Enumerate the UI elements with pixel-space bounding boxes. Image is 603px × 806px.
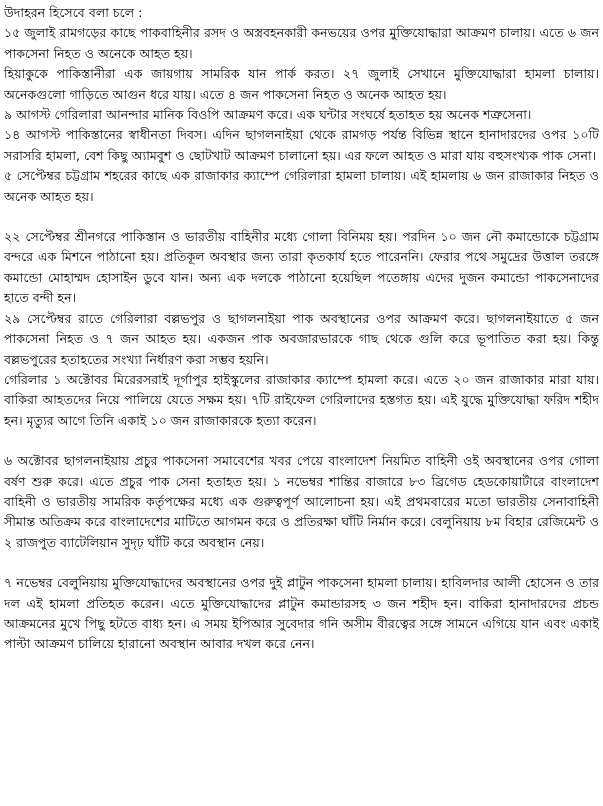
blank-line [4,553,599,573]
intro-line: উদাহরন হিসেবে বলা চলে : [4,5,143,20]
paragraph-group-2 [4,227,599,431]
paragraph: ৫ সেপ্টেম্বর চট্টগ্রাম শহরের কাছে এক রাজাকার ক্যাম্পে গেরিলারা হামলা চালায়। এই হামলায় ৬ জন রাজাকার নিহত ও অনেক আহত হয়। [4,168,599,204]
paragraph: ৯ আগস্ট গেরিলারা আনন্দার মানিক বিওপি আক্রমণ করে। এক ঘন্টার সংঘর্ষে হতাহত হয় অনেক শত্রুসেনা। [4,107,532,123]
paragraph: ১৫ জুলাই রামগড়ের কাছে পাকবাহিনীর রসদ ও অস্ত্রবহনকারী কনভয়ের ওপর মুক্তিযোদ্ধারা আক্রমণ চালায়। এতে ৬ জন পাকসেনা নিহত ও অনেকে আহত হয়। [4,25,599,61]
paragraph: ২৯ সেপ্টেম্বর রাতে গেরিলারা বল্লভপুর ও ছাগলনাইয়া পাক অবস্থানের ওপর আক্রমণ করে। ছাগলনাইয়াতে ৫ জন পাকসেনা নিহত ও ৭ জন আহত হয়। একজন পাক অবজারভারকে গাছ থেকে গুলি করে ভূপাতিত করা হয়। কিন্তু বল্লভপুরের হতাহতের সংখ্যা নির্ধারণ করা সম্ভব হয়নি। [4,310,599,367]
paragraph: ১৪ আগস্ট পাকিস্তানের স্বাধীনতা দিবস। এদিন ছাগলনাইয়া থেকে রামগড় পর্যন্ত বিভিন্ন স্থানে হানাদারদের ওপর ১০টি সরাসরি হামলা, বেশ কিছু অ্যামবুশ ও ছোটখাট আক্রমণ চালানো হয়। এর ফলে আহত ও মারা যায় বহুসংখ্যক পাক সেনা। [4,127,599,163]
paragraph-group-1 [4,23,599,207]
paragraph-group-4 [4,573,599,655]
paragraph: ২২ সেপ্টেম্বর শ্রীনগরে পাকিস্তান ও ভারতীয় বাহিনীর মধ্যে গোলা বিনিময় হয়। পরদিন ১০ জন নৌ কমান্ডোকে চট্টগ্রাম বন্দরে এক মিশনে পাঠানো হয়। প্রতিকূল অবস্থার জন্য তারা কৃতকার্য হতে পারেননি। ফেরার পথে সমুদ্রের উত্তাল তরঙ্গে কমান্ডো মোহাম্মদ হোসাইন ডুবে যান। অন্য এক দলকে পাঠানো হয়েছিল পতেঙ্গায় এদের দুজন কমান্ডো পাকসেনাদের হাতে বন্দী হন। [4,229,599,306]
paragraph: ৭ নভেম্বর বেলুনিয়ায় মুক্তিযোদ্ধাদের অবস্থানের ওপর দুই প্লাটুন পাকসেনা হামলা চালায়। হাবিলদার আলী হোসেন ও তার দল এই হামলা প্রতিহত করেন। এতে মুক্তিযোদ্ধাদের প্লাটুন কমান্ডারসহ ৩ জন শহীদ হন। বাকিরা হানাদারদের প্রচন্ড আক্রমনের মুখে পিছু হটতে বাধ্য হন। এ সময় ইপিআর সুবেদার গনি অসীম বীরত্বের সঙ্গে সামনে এগিয়ে যান এবং একাই পাল্টা আক্রমণ চালিয়ে হারানো অবস্থান আবার দখল করে নেন। [4,575,599,652]
paragraph-group-3 [4,451,599,553]
paragraph: ৬ অক্টোবর ছাগলনাইয়ায় প্রচুর পাকসেনা সমাবেশের খবর পেয়ে বাংলাদেশ নিয়মিত বাহিনী ওই অবস্থানের ওপর গোলা বর্ষণ শুরু করে। এতে প্রচুর পাক সেনা হতাহত হয়। ১ নভেম্বর শান্তির বাজারে ৮৩ ব্রিগেড হেডকোয়ার্টারে বাংলাদেশ বাহিনী ও ভারতীয় সামরিক কর্তৃপক্ষের মধ্যে এক গুরুত্বপূর্ণ আলোচনা হয়। এই প্রথমবারের মতো ভারতীয় সেনাবাহিনী সীমান্ত অতিক্রম করে বাংলাদেশের মাটিতে আগমন করে ও প্রতিরক্ষা ঘাঁটি নির্মান করে। বেলুনিয়ায় ৮ম বিহার রেজিমেন্ট ও ২ রাজপুত ব্যাটেলিয়ান সুদৃঢ় ঘাঁটি করে অবস্থান নেয়। [4,453,599,550]
blank-line [4,207,599,227]
paragraph: হিয়াকুকে পাকিস্তানীরা এক জায়গায় সামরিক যান পার্ক করত। ২৭ জুলাই সেখানে মুক্তিযোদ্ধারা হামলা চালায়। অনেকগুলো গাড়িতে আগুন ধরে যায়। এতে ৪ জন পাকসেনা নিহত ও অনেক আহত হয়। [4,66,599,102]
paragraph: গেরিলার ১ অক্টোবর মিরেরসরাই দূর্গাপুর হাইস্কুলের রাজাকার ক্যাম্পে হামলা করে। এতে ২০ জন রাজাকার মারা যায়। বাকিরা আহতদের নিয়ে পালিয়ে যেতে সক্ষম হয়। ৭টি রাইফেল গেরিলাদের হস্তগত হয়। এই যুদ্ধে মুক্তিযোদ্ধা ফরিদ শহীদ হন। মৃত্যুর আগে তিনি একাই ১০ জন রাজাকারকে হত্যা করেন। [4,371,599,428]
blank-line [4,431,599,451]
